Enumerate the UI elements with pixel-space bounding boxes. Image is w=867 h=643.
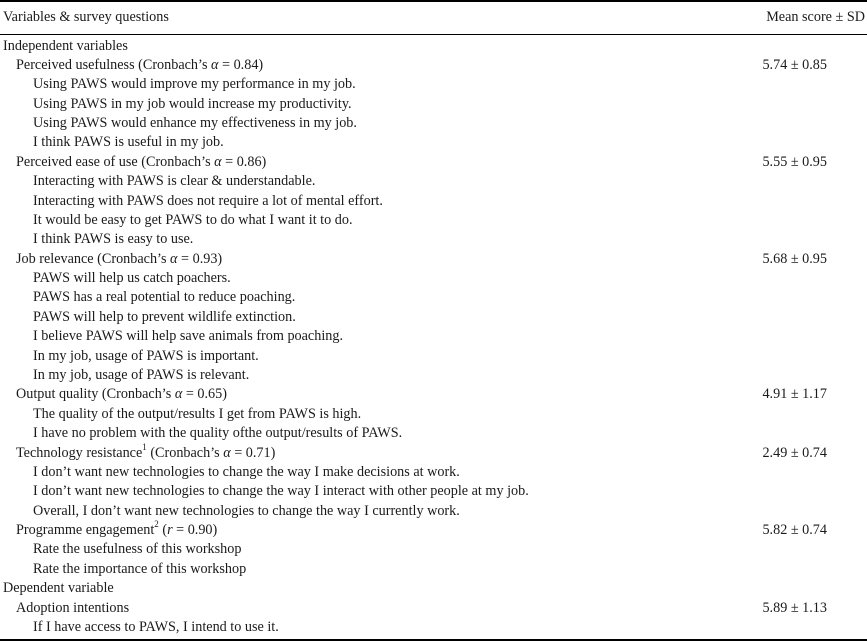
question-row [0,482,867,501]
question-row [0,327,867,346]
variable-row [0,56,867,75]
variable-name: Output quality [16,386,99,403]
variable-name: Perceived usefulness [16,56,135,73]
survey-question: PAWS has a real potential to reduce poaching. [33,289,296,306]
reliability-stat: (Cronbach’s α = 0.65) [101,386,227,403]
question-row [0,424,867,443]
question-row [0,114,867,133]
question-row [0,211,867,230]
survey-question: Interacting with PAWS does not require a lot of mental effort. [33,192,383,209]
question-row [0,230,867,249]
bottom-rule [0,639,867,641]
mean-score: 2.49 ± 0.74 [762,444,827,461]
survey-question: Using PAWS in my job would increase my productivity. [33,95,352,112]
mean-score: 4.91 ± 1.17 [762,386,827,403]
survey-question: In my job, usage of PAWS is relevant. [33,367,250,383]
column-header-mean-score: Mean score ± SD [766,9,865,25]
variable-label [16,385,227,404]
question-row [0,192,867,211]
variable-name: Adoption intentions [16,599,130,616]
variable-label [16,250,222,269]
variable-row [0,521,867,540]
footnote-marker: 2 [154,519,159,530]
survey-question: Using PAWS would enhance my effectiveness in my job. [33,115,357,131]
question-row [0,288,867,307]
question-row [0,133,867,152]
variable-name: Technology resistance [16,444,143,461]
survey-question: PAWS will help to prevent wildlife extinction. [33,308,296,325]
variable-row [0,441,867,463]
survey-question: I think PAWS is easy to use. [33,231,194,248]
survey-question: PAWS will help us catch poachers. [33,270,231,287]
variable-label [16,599,129,618]
mean-score: 5.89 ± 1.13 [762,599,827,616]
survey-question: I don’t want new technologies to change the way I interact with other people at my job. [33,483,529,500]
question-row [0,172,867,191]
survey-question: It would be easy to get PAWS to do what I want it to do. [33,211,353,228]
variable-label [16,153,266,172]
question-row [0,308,867,327]
question-row [0,75,867,94]
header-rule [0,34,867,35]
variable-row [0,250,867,269]
variable-row [0,599,867,618]
reliability-stat: (Cronbach’s α = 0.93) [97,250,223,267]
question-row [0,269,867,288]
survey-question: Overall, I don’t want new technologies to change the way I currently work. [33,502,460,519]
variable-name: Perceived ease of use [16,153,138,170]
question-row [0,618,867,637]
variable-label [16,441,276,463]
question-row [0,347,867,366]
mean-score: 5.82 ± 0.74 [762,522,827,538]
survey-question: If I have access to PAWS, I intend to use it. [33,618,279,635]
variable-name: Programme engagement [16,522,155,538]
mean-score: 5.55 ± 0.95 [762,153,827,170]
footnote-marker: 1 [142,441,147,452]
survey-question: I have no problem with the quality ofthe output/results of PAWS. [33,425,403,442]
question-row [0,502,867,521]
question-row [0,95,867,114]
survey-question: Rate the usefulness of this workshop [33,541,242,558]
survey-question: In my job, usage of PAWS is important. [33,347,259,364]
column-header-variables: Variables & survey questions [3,9,169,25]
survey-question: Rate the importance of this workshop [33,560,247,577]
section-row [0,579,867,598]
survey-question: Using PAWS would improve my performance in my job. [33,76,356,93]
variable-row [0,153,867,172]
question-row [0,366,867,385]
survey-question: The quality of the output/results I get from PAWS is high. [33,405,362,422]
question-row [0,540,867,559]
survey-question: Interacting with PAWS is clear & understandable. [33,173,316,190]
section-title: Independent variables [3,37,128,54]
question-row [0,560,867,579]
survey-question: I don’t want new technologies to change the way I make decisions at work. [33,463,460,480]
mean-score: 5.68 ± 0.95 [762,250,827,267]
section-row [0,37,867,56]
variable-name: Job relevance [16,250,94,267]
survey-question: I believe PAWS will help save animals from poaching. [33,328,344,345]
mean-score: 5.74 ± 0.85 [762,56,827,73]
reliability-stat: (r = 0.90) [162,522,218,538]
variable-label [16,56,263,75]
reliability-stat: (Cronbach’s α = 0.84) [138,56,264,73]
question-row [0,405,867,424]
top-rule [0,0,867,2]
section-title: Dependent variable [3,580,114,597]
survey-question: I think PAWS is useful in my job. [33,134,224,151]
variable-label [16,521,217,540]
question-row [0,463,867,482]
reliability-stat: (Cronbach’s α = 0.86) [141,153,267,170]
reliability-stat: (Cronbach’s α = 0.71) [150,444,276,461]
variable-row [0,385,867,404]
